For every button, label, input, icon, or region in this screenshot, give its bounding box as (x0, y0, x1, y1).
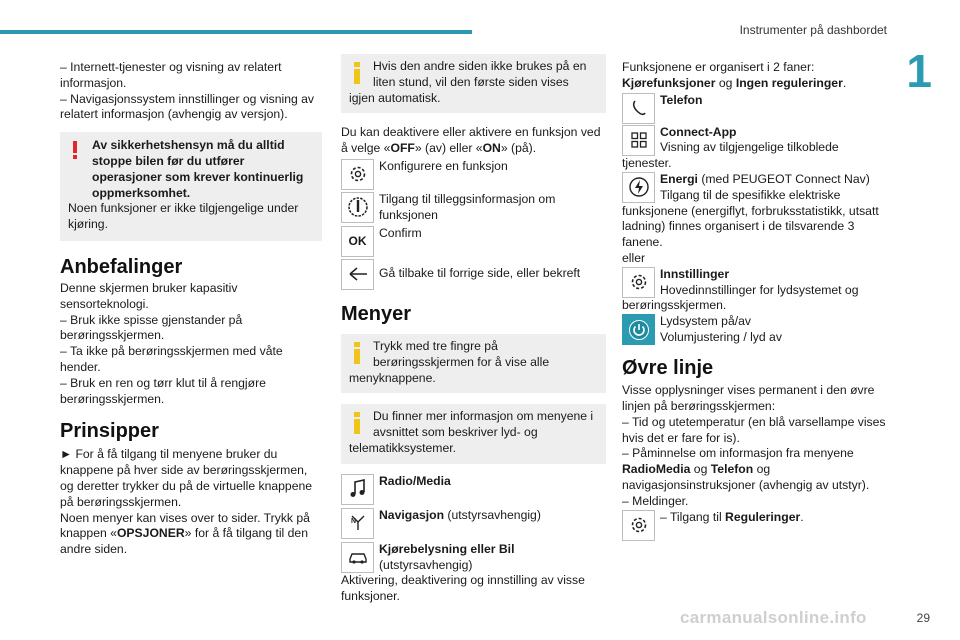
item-connect-app: Connect-App Visning av tilgjengelige tilkoblede (622, 125, 887, 157)
menu-item-radio-media: Radio/Media (341, 474, 606, 505)
heading-upper-line: Øvre linje (622, 357, 714, 380)
column-middle (341, 60, 606, 605)
recommendations-text: Denne skjermen bruker kapasitiv sensorteknologi. (60, 280, 238, 311)
warning-exclamation-icon (70, 140, 80, 160)
item-audio-power: Lydsystem på/av Volumjustering / lyd av (622, 314, 887, 346)
intro-line: – Navigasjonssystem innstillinger og visning av relatert informasjon (avhengig av versjon). (60, 91, 315, 122)
back-arrow-icon[interactable] (341, 259, 374, 290)
recommendation-bullet: – Bruk en ren og tørr klut til å rengjøre berøringsskjermen. (60, 375, 266, 406)
heading-menus: Menyer (341, 302, 412, 325)
menu-item-navigation: N Navigasjon (utstyrsavhengig) (341, 508, 606, 539)
settings-icon[interactable] (622, 267, 655, 298)
heading-recommendations: Anbefalinger (60, 255, 183, 278)
tabs-intro: Funksjonene er organisert i 2 faner: Kjørefunksjoner og Ingen reguleringer. (622, 60, 847, 90)
safety-warning-box (60, 132, 322, 241)
phone-icon[interactable] (622, 93, 655, 124)
music-note-icon[interactable] (341, 474, 374, 505)
navigation-icon[interactable] (341, 508, 374, 539)
info-box-second-page: Hvis den andre siden ikke brukes på en liten stund, vil den første siden vises igjen automatisk. (341, 54, 606, 113)
power-icon[interactable] (622, 314, 655, 345)
column-left (60, 60, 322, 558)
page-number: 29 (916, 611, 930, 625)
item-energy: Energi (med PEUGEOT Connect Nav) Tilgang til de spesifikke elektriske (622, 172, 887, 204)
icon-item-additional-info: Tilgang til tilleggsinformasjon om funksjonen (341, 192, 606, 226)
energy-icon[interactable] (622, 172, 655, 203)
deactivate-text: Du kan deaktivere eller aktivere en funksjon ved å velge «OFF» (av) eller «ON» (på). (341, 125, 601, 156)
options-button-label: OPSJONER (116, 526, 185, 541)
info-icon (353, 342, 361, 364)
menu-item-driving-lights-car: Kjørebelysning eller Bil (utstyrsavhengig) (341, 542, 606, 574)
info-icon (353, 412, 361, 434)
apps-grid-icon[interactable] (622, 125, 655, 156)
warning-body: Noen funksjoner er ikke tilgjengelige under kjøring. (68, 201, 299, 232)
ok-icon[interactable]: OK (341, 226, 374, 257)
heading-principles: Prinsipper (60, 420, 159, 443)
item-regulations-access: – Tilgang til Reguleringer. (622, 510, 887, 541)
menus-after-text: Aktivering, deaktivering og innstilling av visse funksjoner. (341, 573, 585, 604)
car-icon[interactable] (341, 542, 374, 573)
intro-line: – Internett-tjenester og visning av relatert informasjon. (60, 60, 282, 90)
recommendation-bullet: – Ta ikke på berøringsskjermen med våte hender. (60, 344, 283, 374)
chapter-number: 1 (906, 45, 932, 97)
header-accent-bar (0, 30, 472, 34)
recommendation-bullet: – Bruk ikke spisse gjenstander på berøringsskjermen. (60, 312, 243, 343)
section-title: Instrumenter på dashbordet (739, 23, 887, 37)
warning-title: Av sikkerhetshensyn må du alltid stoppe bilen før du utfører operasjoner som krever kontinuerlig oppmerksomhet. (92, 138, 304, 200)
icon-item-back: Gå tilbake til forrige side, eller bekreft (341, 259, 606, 290)
icon-item-configure: Konfigurere en funksjon (341, 159, 606, 190)
principles-text: ► For å få tilgang til menyene bruker du knappene på hver side av berøringsskjermen, og deretter trykker du på de virtuelle knappene på berøringsskjermen. (60, 447, 313, 509)
item-phone: Telefon (622, 93, 887, 124)
info-box-three-fingers: Trykk med tre fingre på berøringsskjermen for å vise alle menyknappene. (341, 334, 606, 393)
column-right: Funksjonene er organisert i 2 faner: Kjørefunksjoner og Ingen reguleringer. Telefon Connect-App Visning av tilgjengelige tilkoblede tjenester. Energi (med PEUGEOT Connect Nav) Tilgang til de spesifikke elektriske funksjonene (energiflyt, forbruksstatistikk, utsatt ladning) finnes organisert i de tilsvarende 3 fanene. eller Innstillinger Hovedinnstillinger for lydsystemet og berøringsskjermen. Lydsystem på/av Volumjustering / lyd av Øvre linje Visse opplysninger vises permanent i den øvre linjen på berøringsskjermen: – Tid og utetemperatur (en blå varsellampe vises hvis det er fare for is). – Påminnelse om informasjon fra menyene RadioMedia og Telefon og navigasjonsinstruksjoner (avhengig av utstyr). – Meldinger. – Tilgang til Reguleringer. (622, 60, 887, 541)
watermark: carmanualsonline.info (680, 608, 867, 627)
principles-options-text: Noen menyer kan vises over to sider. Trykk på knappen «OPSJONER» for å få tilgang til den andre siden. (60, 510, 310, 557)
gear-icon[interactable] (341, 159, 374, 190)
or-text: eller (622, 250, 646, 265)
info-box-more-info: Du finner mer informasjon om menyene i avsnittet som beskriver lyd- og telematikksystemer. (341, 404, 606, 463)
gear-icon[interactable] (622, 510, 655, 541)
svg-text:N: N (350, 518, 356, 526)
item-settings: Innstillinger Hovedinnstillinger for lydsystemet og (622, 267, 887, 299)
info-icon (353, 62, 361, 84)
icon-item-confirm: OK Confirm (341, 226, 606, 257)
plus-circle-icon[interactable] (341, 192, 374, 223)
